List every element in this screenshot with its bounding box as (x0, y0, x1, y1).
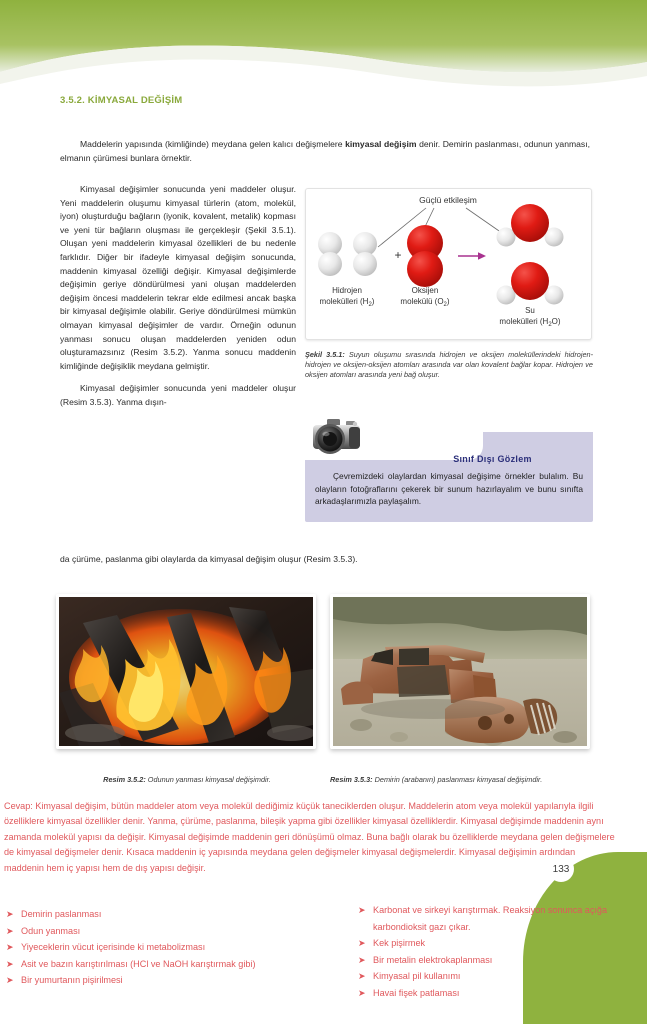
camera-icon (305, 414, 367, 460)
list-item-label: Asit ve bazın karıştırılması (HCl ve NaOH karıştırmak gibi) (21, 958, 256, 969)
list-item (6, 972, 326, 989)
arrow-bullet-icon: ➤ (6, 975, 14, 985)
figure-callout-label: Güçlü etkileşim (419, 195, 477, 205)
list-item-label: Bir yumurtanın pişirilmesi (21, 975, 123, 985)
list-item-label: Bir metalin elektrokaplanması (373, 954, 493, 965)
figure-label-water-line2: molekülleri $(H_2O)$ (499, 317, 561, 328)
list-item (358, 935, 638, 952)
photo-rusted-car (330, 594, 590, 749)
arrow-bullet-icon: ➤ (358, 954, 366, 965)
list-item (6, 923, 326, 940)
figure-label-hydrogen-line1: Hidrojen (332, 286, 362, 295)
figure-label-oxygen-line1: Oksijen (411, 286, 439, 295)
figure-label-water-line1: Su (525, 306, 535, 315)
arrow-bullet-icon: ➤ (358, 905, 366, 915)
section-heading: 3.5.2. KİMYASAL DEĞİŞİM (60, 95, 183, 106)
photo-burning-wood (56, 594, 316, 749)
arrow-bullet-icon: ➤ (358, 938, 366, 948)
figure-caption-text: Suyun oluşumu sırasında hidrojen ve oksijen moleküllerindeki hidrojen-hidrojen ve oksijen-oksijen atomları arasında var olan kovalent bağlar kopar. Hidrojen ve oksijen atomları arasında yeni bağ oluşur. (305, 350, 593, 380)
figure-caption-label: Şekil 3.5.1: (305, 350, 345, 359)
arrow-bullet-icon: ➤ (6, 925, 14, 936)
intro-bold-term: kimyasal değişim (345, 139, 417, 149)
arrow-bullet-icon: ➤ (6, 942, 14, 952)
list-item (358, 968, 638, 985)
list-item (358, 952, 638, 969)
list-item-label: Yiyeceklerin vücut içerisinde ki metabolizması (21, 942, 206, 952)
photo-caption-right-label: Resim 3.5.3: (330, 775, 373, 784)
list-item (6, 956, 326, 973)
arrow-bullet-icon: ➤ (358, 987, 366, 998)
photo-caption-left-text: Odunun yanması kimyasal değişimdir. (145, 775, 271, 784)
body-paragraph-2: Kimyasal değişimler sonucunda yeni maddeler oluşur (Resim 3.5.3). Yanma dışın- (60, 383, 296, 407)
figure-label-hydrogen-line2: molekülleri $(H_2)$ (319, 297, 375, 308)
arrow-bullet-icon: ➤ (6, 909, 14, 919)
list-item (358, 985, 638, 1002)
intro-text-after: denir. Demirin paslanması, odunun yanması, elmanın çürümesi bunlara örnektir. (60, 139, 590, 163)
list-item-label: Demirin paslanması (21, 909, 102, 919)
list-item-label: Odun yanması (21, 925, 81, 936)
photo-caption-left (56, 775, 318, 785)
observation-body: Çevremizdeki olaylardan kimyasal değişime örnekler bulalım. Bu olayların fotoğraflarını çekerek bir sunum hazırlayalım ve bunu sınıfta arkadaşlarımızla paylaşalım. (315, 471, 583, 507)
list-item (6, 906, 326, 923)
bullet-list-left-items (6, 906, 326, 989)
left-text-column (60, 183, 296, 419)
figure-molecule-diagram (305, 188, 592, 340)
observation-title: Sınıf Dışı Gözlem (453, 454, 532, 464)
answer-text: Cevap: Kimyasal değişim, bütün maddeler atom veya molekül dediğimiz küçük taneciklerden oluşur. Maddelerin atom veya molekül yapılarıyla ilgili özelliklere kimyasal özellikler denir. Yanma, çürüme, paslanma, bileşik yapma gibi özellikler kimyasal özelliklerdir. Kimyasal değişimde maddenin aynı zamanda molekül yapısı da değişir. Kimyasal değişimde maddenin geri dönüşümü olmaz. Buna bağlı olarak bu özelliklerde meydana gelen değişmelere de kimyasal değişmeler denir. Kısaca maddenin iç yapısında meydana gelen değişmeler kimyasal değişmelerdir. Kimyasal değişimin ardından maddenin hem iç yapısı hem de dış yapısı değişir. (4, 801, 615, 873)
body-paragraph-wide: da çürüme, paslanma gibi olaylarda da kimyasal değişim oluşur (Resim 3.5.3). (60, 554, 358, 564)
bullet-list-right-items (358, 902, 638, 1001)
bullet-list-right (358, 902, 638, 1001)
list-item (358, 902, 638, 935)
figure-label-oxygen-line2: molekülü $(O_2)$ (400, 297, 450, 308)
header-wave-decoration (0, 0, 647, 95)
photo-caption-right-text: Demirin (arabanın) paslanması kimyasal değişimdir. (372, 775, 543, 784)
photo-caption-right (330, 775, 592, 785)
figure-caption (305, 350, 593, 381)
body-paragraph-1: Kimyasal değişimler sonucunda yeni maddeler oluşur. Yeni maddelerin oluşumu kimyasal türlerin (atom, molekül, iyon) oluşturduğu bağların (iyonik, kovalent, metalik) kopması ve yeni tür bağların oluşması ile gerçekleşir (Şekil 3.5.1). Oluşan yeni maddelerin kimyasal özellikleri de bu nedenle farklıdır. Diğer bir ifadeyle kimyasal değişim sonucunda, maddenin kimyasal özelliği değişir. Kimyasal değişimlerde değişimin geriye döndürülmesi yani oluşan maddelerden değişim öncesi maddelerin tekrar elde edilmesi ancak başka bir kimyasal değişimle olabilir. Geriye döndürülmesi mümkün olmayan kimyasal değişimler de vardır. Örneğin odunun yanması sonucu oluşan maddelerden yeniden odun oluşturamazsınız (Resim 3.5.2). Yanma sonucu maddenin kimliğinde değişiklik meydana gelmiştir. (60, 184, 296, 371)
arrow-bullet-icon: ➤ (6, 958, 14, 969)
page-number: 133 (552, 863, 570, 875)
list-item-label: Kek pişirmek (373, 938, 426, 948)
intro-text-before: Maddelerin yapısında (kimliğinde) meydana gelen kalıcı değişmelere (80, 139, 346, 149)
intro-paragraph (60, 138, 590, 165)
bullet-list-left (6, 906, 326, 989)
list-item-label: Kimyasal pil kullanımı (373, 971, 461, 981)
arrow-bullet-icon: ➤ (358, 971, 366, 981)
photo-caption-left-label: Resim 3.5.2: (103, 775, 146, 784)
list-item-label: Havai fişek patlaması (373, 987, 460, 998)
list-item-label: Karbonat ve sirkeyi karıştırmak. Reaksiyon sonunca açığa karbondioksit gazı çıkar. (373, 905, 608, 932)
list-item (6, 939, 326, 956)
figure-plus-sign: + (394, 248, 402, 262)
